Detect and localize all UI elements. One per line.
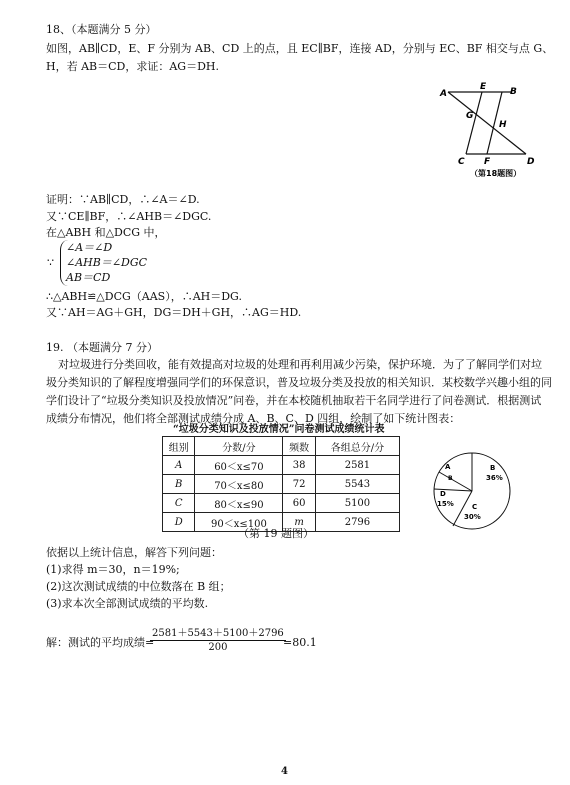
table-header-row [163, 437, 400, 456]
q18-proof-line3: 在△ABH 和△DCG 中， [46, 226, 166, 239]
label-h: H [499, 120, 507, 130]
q18-proof-line5: 又∵AH＝AG＋GH，DG＝DH＋GH，∴AG＝HD. [46, 306, 302, 319]
table-cell: m [283, 513, 315, 532]
pie-label-d-pct: 15% [437, 500, 454, 508]
q18-condition2: ∠AHB＝∠DGC [66, 256, 148, 269]
table-cell: 5543 [315, 475, 399, 494]
label-g: G [466, 111, 474, 121]
q19-paragraph-line4: 成绩分布情况，他们将全部测试成绩分成 A、B、C、D 四组，绘制了如下统计图表： [46, 412, 461, 425]
table-header-cell: 分数/分 [195, 437, 283, 456]
pie-label-small-b: B [448, 475, 453, 482]
table-header-cell: 组别 [163, 437, 195, 456]
q19-intro: 依据以上统计信息，解答下列问题： [46, 546, 222, 559]
table-cell: 5100 [315, 494, 399, 513]
table-header-cell: 频数 [283, 437, 315, 456]
q18-stem-line2: H，若 AB＝CD，求证：AG＝DH. [46, 60, 219, 73]
pie-label-c: C [472, 503, 478, 511]
q18-condition1: ∠A＝∠D [66, 241, 113, 254]
q19-paragraph-line3: 学们设计了“垃圾分类知识及投放情况”问卷，并在本校随机抽取若干名同学进行了问卷测试．根据测试 [46, 394, 542, 407]
q19-heading: 19. （本题满分 7 分） [46, 341, 158, 354]
pie-label-b: B [490, 464, 496, 472]
q18-figure-caption: （第18题图） [470, 169, 522, 178]
because-symbol: ∵ [47, 256, 54, 269]
q18-proof-line4: ∴△ABH≌△DCG（AAS），∴AH＝DG. [46, 290, 242, 303]
stats-table-title: “垃圾分类知识及投放情况”问卷测试成绩统计表 [173, 424, 385, 435]
answer-result: =80.1 [283, 636, 317, 649]
table-row [163, 494, 400, 513]
table-cell: 60 [283, 494, 315, 513]
segment-ec [466, 92, 482, 154]
pie-label-d: D [440, 490, 446, 498]
table-cell: 60＜x≤70 [195, 456, 283, 475]
table-cell: 80＜x≤90 [195, 494, 283, 513]
pie-chart [428, 446, 518, 536]
answer-numerator: 2581＋5543＋5100＋2796 [152, 628, 284, 639]
table-header-cell: 各组总分/分 [315, 437, 399, 456]
table-cell: C [163, 494, 195, 513]
table-cell: 70＜x≤80 [195, 475, 283, 494]
table-cell: D [163, 513, 195, 532]
pie-label-b-pct: 36% [486, 474, 503, 482]
q19-sub-question3: (3)求本次全部测试成绩的平均数. [46, 597, 209, 610]
label-a: A [440, 89, 447, 99]
label-e: E [480, 82, 487, 92]
q19-sub-question1: (1)求得 m＝30，n＝19%; [46, 563, 180, 576]
table-row [163, 475, 400, 494]
q19-paragraph-line2: 圾分类知识的了解程度增强同学们的环保意识，普及垃圾分类及投放的相关知识．某校数学兴趣小组的同 [46, 376, 552, 389]
q18-proof-line2: 又∵CE∥BF，∴∠AHB＝∠DGC. [46, 210, 212, 223]
q18-condition3: AB＝CD [66, 271, 111, 284]
page-number: 4 [281, 766, 288, 777]
q18-stem-line1: 如图，AB∥CD，E、F 分别为 AB、CD 上的点，且 EC∥BF，连接 AD，分别与 EC、BF 相交与点 G、 [46, 42, 554, 55]
table-cell: A [163, 456, 195, 475]
q19-sub-question2: (2)这次测试成绩的中位数落在 B 组； [46, 580, 231, 593]
stats-table [162, 436, 400, 532]
table-cell: B [163, 475, 195, 494]
label-b: B [510, 87, 517, 97]
pie-label-a: A [445, 463, 451, 471]
q18-heading: 18、（本题满分 5 分） [46, 23, 157, 36]
label-c: C [458, 157, 465, 167]
table-cell: 72 [283, 475, 315, 494]
table-cell: 2581 [315, 456, 399, 475]
q18-figure [430, 80, 540, 180]
table-cell: 2796 [315, 513, 399, 532]
pie-divider [439, 472, 472, 491]
answer-denominator: 200 [208, 642, 228, 653]
segment-ad [448, 92, 526, 154]
answer-fraction [150, 627, 286, 654]
label-d: D [527, 157, 535, 167]
label-f: F [484, 157, 491, 167]
answer-prefix: 解：测试的平均成绩= [46, 636, 155, 649]
pie-label-c-pct: 30% [464, 513, 481, 521]
table-row [163, 456, 400, 475]
q18-proof-line1: 证明：∵AB∥CD，∴∠A＝∠D. [46, 193, 200, 206]
table-cell: 90＜x≤100 [195, 513, 283, 532]
q19-figure-caption: （第 19 题图） [238, 527, 314, 540]
q19-paragraph-line1: 对垃圾进行分类回收，能有效提高对垃圾的处理和再利用减少污染，保护环境．为了了解同学们对垃 [58, 358, 542, 371]
table-cell: 38 [283, 456, 315, 475]
